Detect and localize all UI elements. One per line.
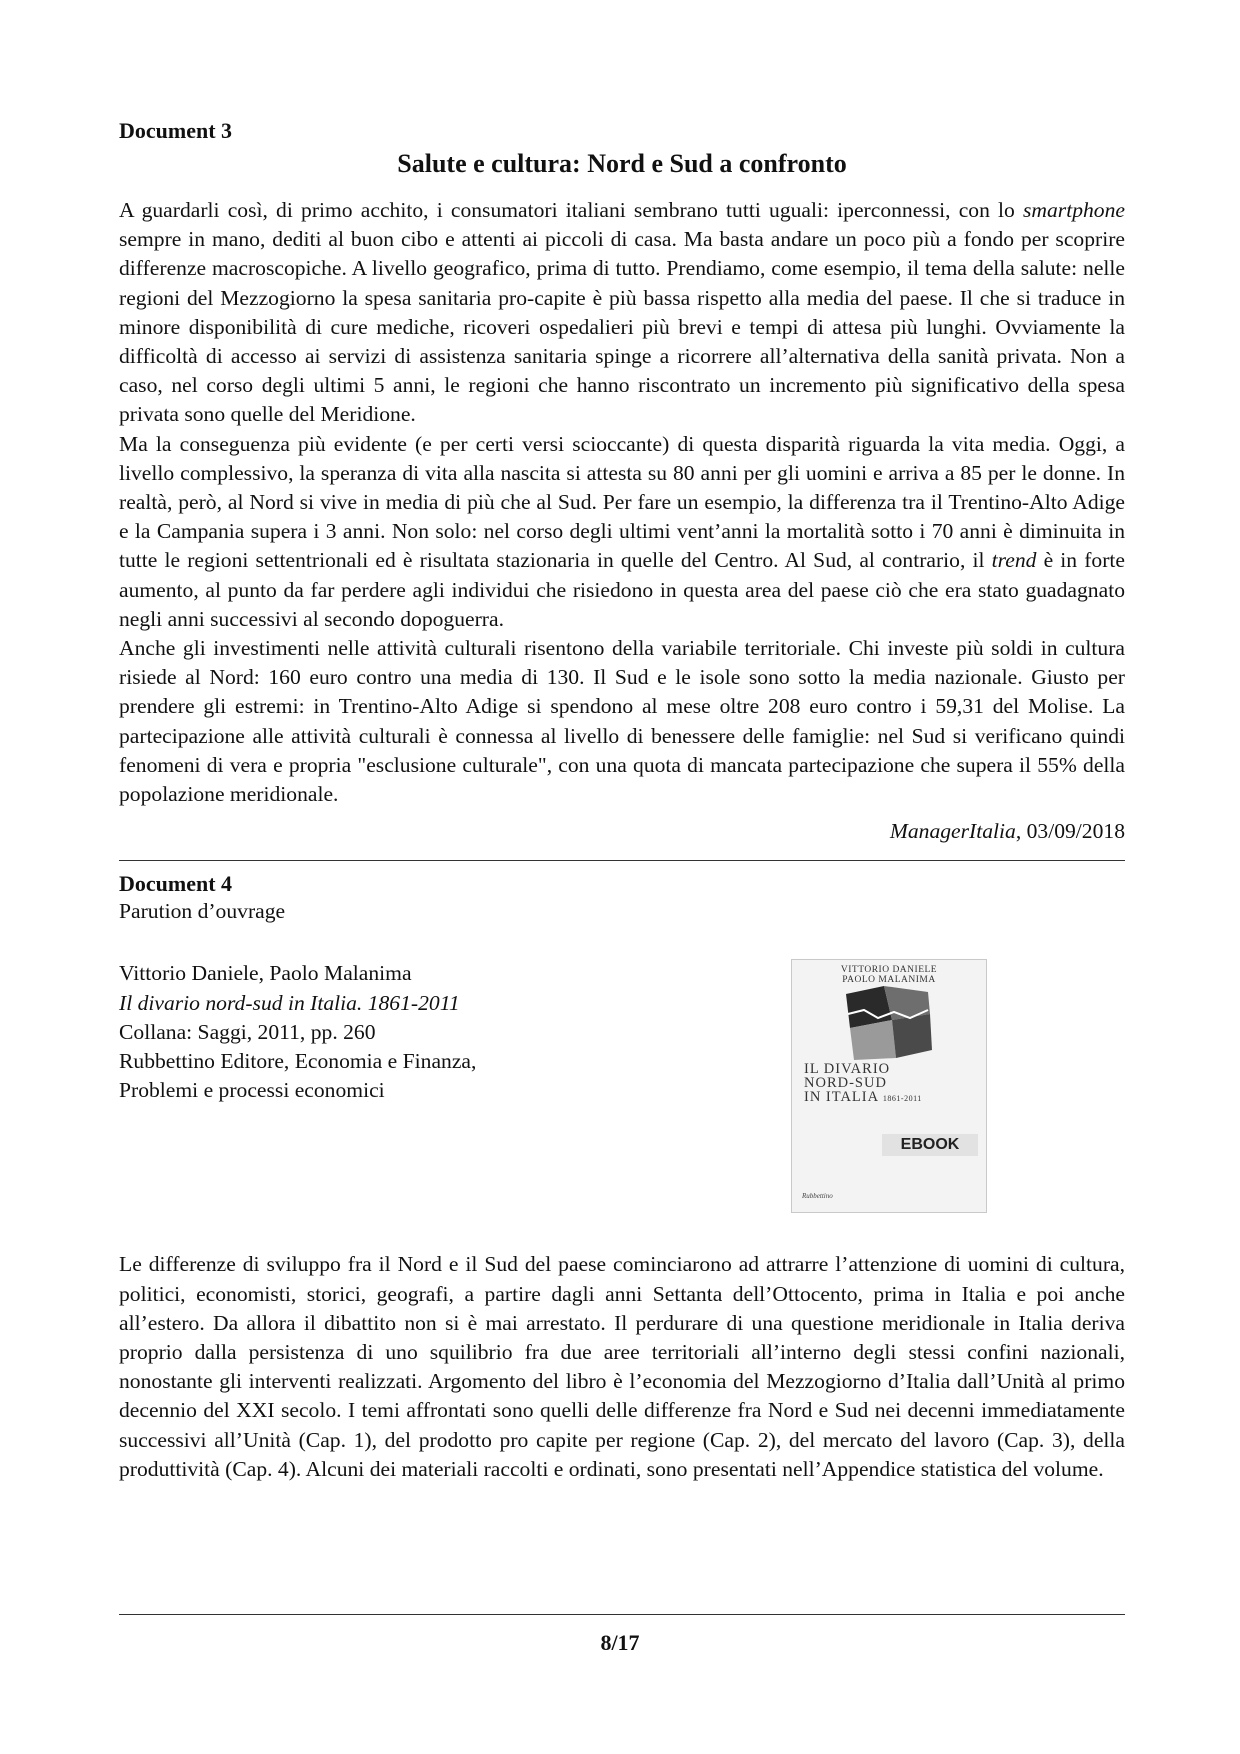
- cover-map-art: [844, 984, 934, 1062]
- source-date: , 03/09/2018: [1015, 819, 1125, 844]
- cover-years: 1861-2011: [882, 1094, 922, 1104]
- paragraph-text: sempre in mano, dediti al buon cibo e attenti ai piccoli di casa. Ma basta andare un poco più a fondo per scoprire differenze macroscopiche. A livello geografico, prima di tutto. Prendiamo, come esempio, il tema della salute: nelle regioni del Mezzogiorno la spesa sanitaria pro-capite è più bassa rispetto alla media del paese. Il che si traduce in minore disponibilità di cure mediche, ricoveri ospedalieri più brevi e tempi di attesa più lunghi. Ovviamente la difficoltà di accesso ai servizi di assistenza sanitaria spinge a ricorrere all’alternativa della sanità privata. Non a caso, nel corso degli ultimi 5 anni, le regioni che hanno riscontrato un incremento più significativo della spesa privata sono quelle del Meridione.: [119, 227, 1125, 427]
- book-cover-image: [791, 959, 987, 1213]
- ebook-badge: EBOOK: [882, 1134, 978, 1156]
- document-3-label: Document 3: [119, 118, 233, 143]
- source-name: ManagerItalia: [889, 819, 1016, 844]
- paragraph-text: Anche gli investimenti nelle attività culturali risentono della variabile territoriale. Chi investe più soldi in cultura risiede al Nord: 160 euro contro una media di 130. Il Sud e le isole sono sotto la media nazionale. Giusto per prendere gli estremi: in Trentino-Alto Adige si spendono al mese oltre 208 euro contro i 59,31 del Molise. La partecipazione alle attività culturali è connessa al livello di benessere delle famiglie: nel Sud si verificano quindi fenomeni di vera e propria "esclusione culturale", con una quota di mancata partecipazione che supera il 55% della popolazione meridionale.: [119, 636, 1125, 807]
- article-paragraph: [119, 430, 1125, 634]
- book-publisher: Rubbettino Editore, Economia e Finanza,: [119, 1049, 477, 1074]
- cover-title-line-1: IL DIVARIO: [804, 1061, 891, 1078]
- cover-author-1: VITTORIO DANIELE: [840, 965, 938, 976]
- article-paragraph: [119, 196, 1125, 430]
- cover-authors: [792, 965, 986, 985]
- paragraph-text: Ma la conseguenza più evidente (e per certi versi scioccante) di questa disparità riguarda la vita media. Oggi, a livello complessivo, la speranza di vita alla nascita si attesta su 80 anni per gli uomini e arriva a 85 per le donne. In realtà, però, al Nord si vive in media di più che al Sud. Per fare un esempio, la differenza tra il Trentino-Alto Adige e la Campania supera i 3 anni. Non solo: nel corso degli ultimi vent’anni la mortalità sotto i 70 anni è diminuita in tutte le regioni settentrionali ed è risultata stazionaria in quelle del Centro. Al Sud, al contrario, il: [119, 431, 1125, 573]
- book-block: [119, 959, 1125, 1229]
- document-4-subtitle: Parution d’ouvrage: [119, 899, 286, 924]
- cover-title: [804, 1062, 922, 1106]
- footer-divider: [119, 1614, 1125, 1615]
- book-authors: Vittorio Daniele, Paolo Malanima: [119, 961, 412, 986]
- italic-term: trend: [991, 548, 1037, 573]
- paragraph-text: è in forte aumento, al punto da far perdere agli individui che risiedono in questa area del paese ciò che era stato guadagnato negli anni successivi al secondo dopoguerra.: [119, 548, 1125, 631]
- document-4-label: Document 4: [119, 871, 233, 897]
- cover-author-2: PAOLO MALANIMA: [842, 975, 936, 986]
- article-body: [119, 196, 1125, 809]
- book-title: Il divario nord-sud in Italia. 1861-2011: [119, 990, 460, 1015]
- cover-title-line-2: NORD-SUD: [804, 1075, 887, 1092]
- cover-publisher: Rubbettino: [802, 1192, 833, 1201]
- book-info: [119, 959, 476, 1105]
- article-paragraph: [119, 634, 1125, 809]
- cover-title-line-3: [804, 1090, 922, 1106]
- page-number: 8/17: [600, 1630, 640, 1655]
- italic-term: smartphone: [1023, 198, 1125, 222]
- article-source: [119, 817, 1125, 846]
- article-title: Salute e cultura: Nord e Sud a confronto: [397, 149, 847, 178]
- book-description: Le differenze di sviluppo fra il Nord e il Sud del paese cominciarono ad attrarre l’attenzione di uomini di cultura, politici, economisti, storici, geografi, a partire dagli anni Settanta dell’Ottocento, prima in Italia e poi anche all’estero. Da allora il dibattito non si è mai arrestato. Il perdurare di una questione meridionale in Italia deriva proprio dalla persistenza di uno squilibrio fra due aree territoriali all’interno degli stessi confini nazionali, nonostante gli interventi realizzati. Argomento del libro è l’economia del Mezzogiorno d’Italia dall’Unità al primo decennio del XXI secolo. I temi affrontati sono quelli delle differenze fra Nord e Sud nei decenni immediatamente successivi all’Unità (Cap. 1), del prodotto pro capite per regione (Cap. 2), del mercato del lavoro (Cap. 3), della produttività (Cap. 4). Alcuni dei materiali raccolti e ordinati, sono presentati nell’Appendice statistica del volume.: [119, 1252, 1125, 1481]
- section-divider: [119, 860, 1125, 861]
- cover-title-text: IN ITALIA: [804, 1089, 879, 1106]
- book-series: Collana: Saggi, 2011, pp. 260: [119, 1019, 376, 1044]
- paragraph-text: A guardarli così, di primo acchito, i consumatori italiani sembrano tutti uguali: iperconnessi, con lo: [119, 198, 1024, 222]
- book-publisher-collection: Problemi e processi economici: [119, 1078, 385, 1103]
- page-content: [119, 118, 1125, 1484]
